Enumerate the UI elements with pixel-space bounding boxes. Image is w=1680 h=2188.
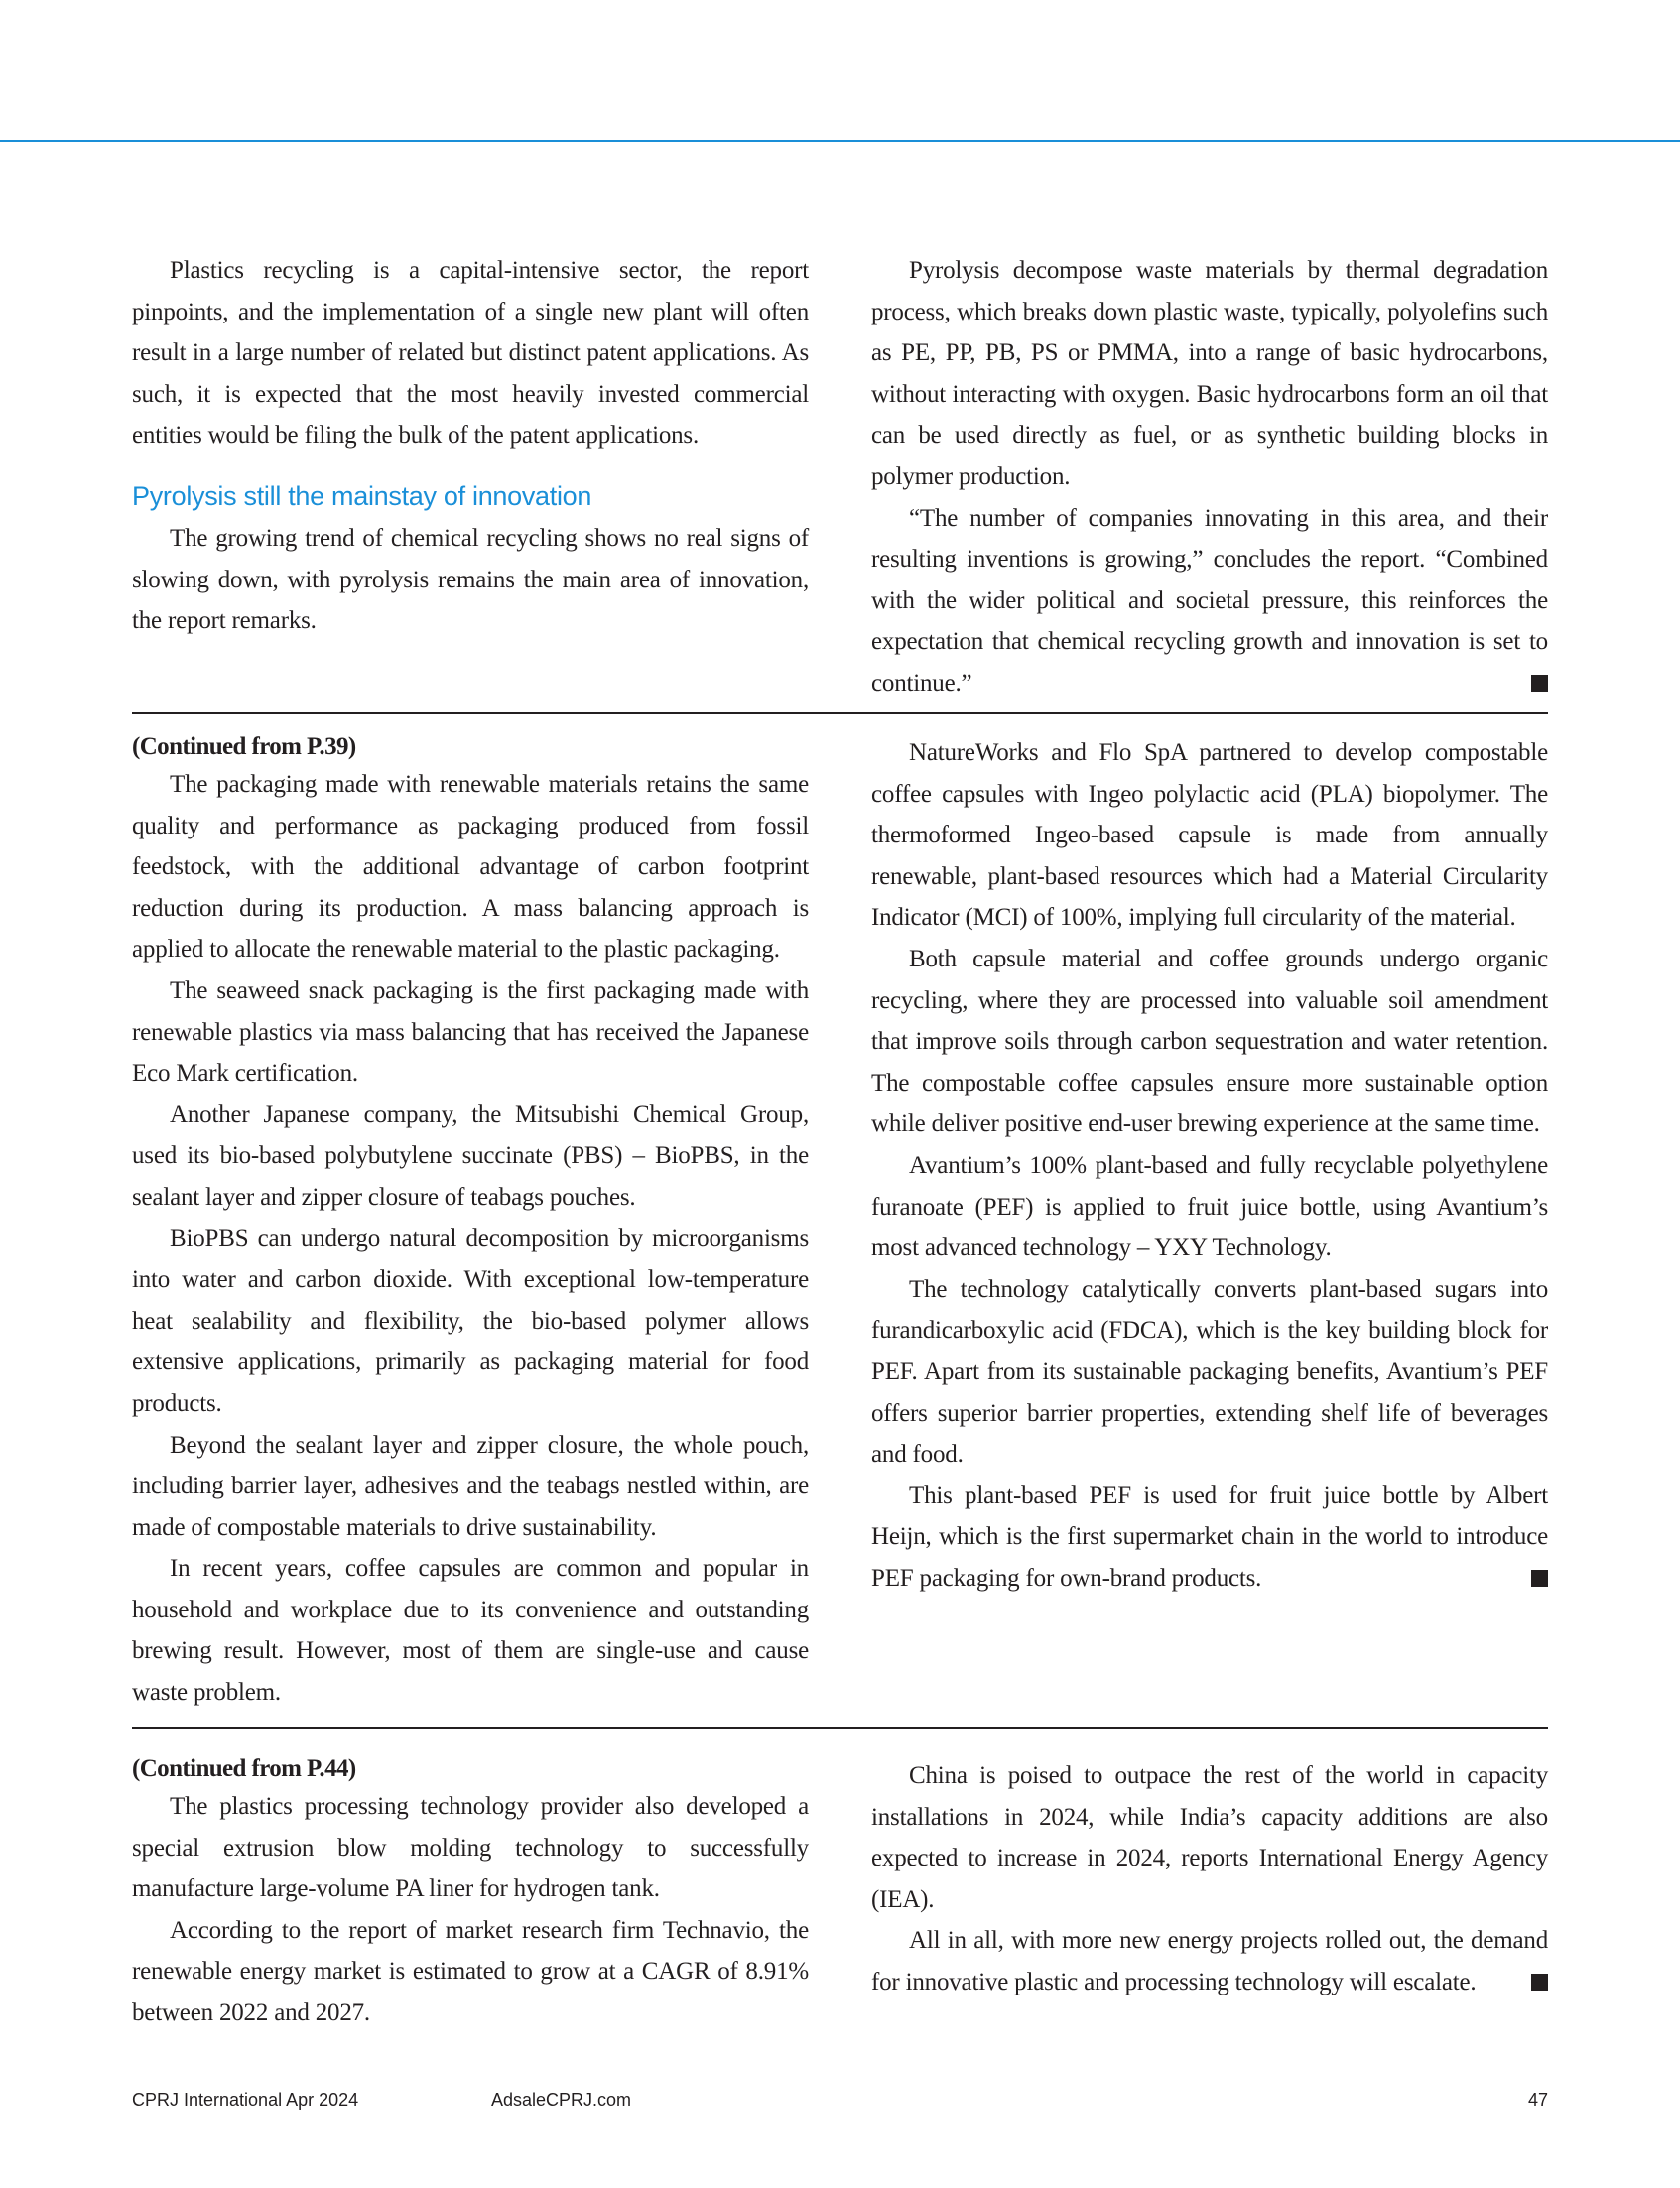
right-column (871, 250, 1548, 705)
website-link[interactable]: AdsaleCPRJ.com (491, 2090, 632, 2110)
end-of-article-square-icon (1531, 675, 1548, 692)
paragraph: Avantium’s 100% plant-based and fully recyclable polyethylene furanoate (PEF) is applied to fruit juice bottle, using Avantium’s most advanced technology – YXY Technology. (871, 1151, 1548, 1262)
paragraph: The plastics processing technology provider also developed a special extrusion blow molding technology to successfully manufacture large-volume PA liner for hydrogen tank. (132, 1793, 809, 1903)
paragraph: The seaweed snack packaging is the first packaging made with renewable plastics via mass balancing that has received the Japanese Eco Mark certification. (132, 976, 809, 1088)
paragraph: NatureWorks and Flo SpA partnered to develop compostable coffee capsules with Ingeo polylactic acid (PLA) biopolymer. The thermoformed Ingeo-based capsule is made from annually renewable, plant-based resources which had a Material Circularity Indicator (MCI) of 100%, implying full circularity of the material. (871, 739, 1548, 932)
publication-name: CPRJ International Apr 2024 (132, 2090, 359, 2110)
paragraph (871, 498, 1548, 705)
paragraph-text: This plant-based PEF is used for fruit juice bottle by Albert Heijn, which is the first supermarket chain in the world to introduce PEF packaging for own-brand products. (871, 1481, 1548, 1592)
left-column (132, 250, 809, 705)
paragraph: According to the report of market research firm Technavio, the renewable energy market is estimated to grow at a CAGR of 8.91% between 2022 and 2027. (132, 1916, 809, 2026)
article-section-pyrolysis (132, 250, 1548, 705)
paragraph: In recent years, coffee capsules are common and popular in household and workplace due to its convenience and outstanding brewing result. However, most of them are single-use and cause waste problem. (132, 1555, 809, 1707)
header-accent-rule (0, 140, 1680, 142)
paragraph: The technology catalytically converts plant-based sugars into furandicarboxylic acid (FDCA), which is the key building block for PEF. Apart from its sustainable packaging benefits, Avantium’s PEF offers superior barrier properties, extending shelf life of beverages and food. (871, 1275, 1548, 1469)
paragraph: BioPBS can undergo natural decomposition by microorganisms into water and carbon dioxide. With exceptional low-temperature heat sealability and flexibility, the bio-based polymer allows extensive applications, primarily as packaging material for food products. (132, 1224, 809, 1417)
end-of-article-square-icon (1531, 1974, 1548, 1991)
section-heading: Pyrolysis still the mainstay of innovation (132, 480, 592, 511)
right-column (871, 730, 1548, 1714)
paragraph: Plastics recycling is a capital-intensive sector, the report pinpoints, and the implementation of a single new plant will often result in a large number of related but distinct patent applications. As such, it is expected that the most heavily invested commercial entities would be filing the bulk of the patent applications. (132, 257, 809, 450)
paragraph: Another Japanese company, the Mitsubishi Chemical Group, used its bio-based polybutylene succinate (PBS) – BioPBS, in the sealant layer and zipper closure of teabags pouches. (132, 1100, 809, 1211)
left-column (132, 1752, 809, 2034)
continued-from-label: (Continued from P.39) (132, 733, 356, 760)
paragraph: The packaging made with renewable materials retains the same quality and performance as packaging produced from fossil feedstock, with the additional advantage of carbon footprint reduction during its production. A mass balancing approach is applied to allocate the renewable material to the plastic packaging. (132, 771, 809, 964)
page-number: 47 (1527, 2090, 1548, 2110)
paragraph-text: “The number of companies innovating in this area, and their resulting inventions is growing,” concludes the report. “Combined with the wider political and societal pressure, this reinforces the expectation that chemical recycling growth and innovation is set to continue.” (871, 504, 1548, 697)
continued-from-label: (Continued from P.44) (132, 1755, 356, 1782)
paragraph: China is poised to outpace the rest of the world in capacity installations in 2024, while India’s capacity additions are also expected to increase in 2024, reports International Energy Agency (IEA). (871, 1762, 1548, 1913)
article-section-renewable-energy (132, 1752, 1548, 2034)
paragraph: The growing trend of chemical recycling shows no real signs of slowing down, with pyrolysis remains the main area of innovation, the report remarks. (132, 524, 809, 635)
end-of-article-square-icon (1531, 1570, 1548, 1587)
section-divider (132, 712, 1548, 714)
paragraph (871, 1920, 1548, 2002)
paragraph: Beyond the sealant layer and zipper closure, the whole pouch, including barrier layer, adhesives and the teabags nestled within, are made of compostable materials to drive sustainability. (132, 1431, 809, 1541)
article-section-renewable-packaging (132, 730, 1548, 1714)
paragraph-text: All in all, with more new energy projects rolled out, the demand for innovative plastic and processing technology will escalate. (871, 1927, 1548, 1995)
left-column (132, 730, 809, 1714)
paragraph: Both capsule material and coffee grounds undergo organic recycling, where they are processed into valuable soil amendment that improve soils through carbon sequestration and water retention. The compostable coffee capsules ensure more sustainable option while deliver positive end-user brewing experience at the same time. (871, 945, 1548, 1138)
paragraph (871, 1476, 1548, 1600)
right-column (871, 1752, 1548, 2034)
paragraph: Pyrolysis decompose waste materials by thermal degradation process, which breaks down plastic waste, typically, polyolefins such as PE, PP, PB, PS or PMMA, into a range of basic hydrocarbons, without interacting with oxygen. Basic hydrocarbons form an oil that can be used directly as fuel, or as synthetic building blocks in polymer production. (871, 257, 1548, 490)
section-divider (132, 1727, 1548, 1729)
